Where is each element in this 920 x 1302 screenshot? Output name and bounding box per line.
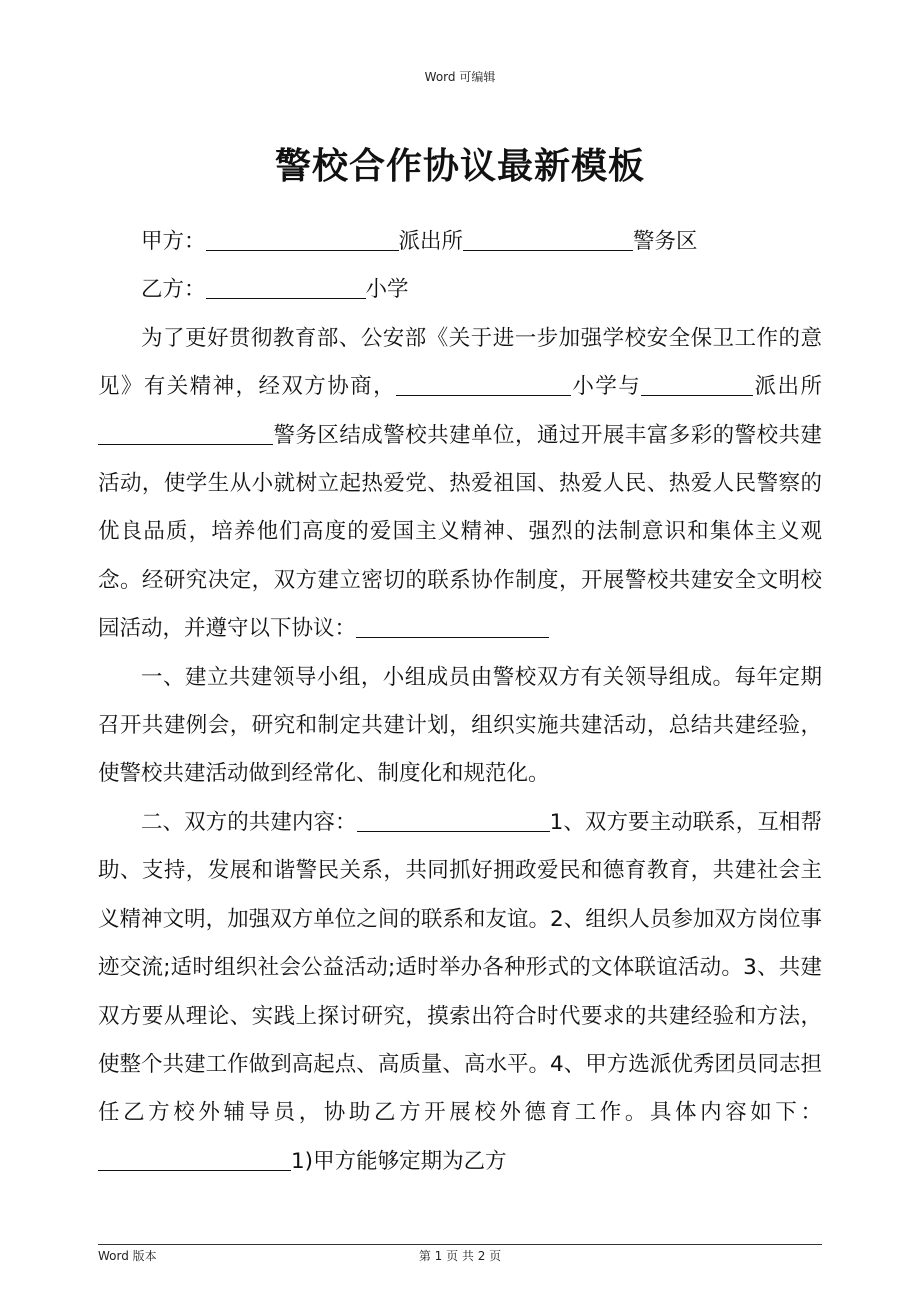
- party-a-line: [98, 218, 822, 266]
- party-a-unit1: 派出所: [398, 229, 464, 254]
- header-label: Word 可编辑: [424, 70, 496, 84]
- clause-2-text-3: 1)甲方能够定期为乙方: [291, 1148, 507, 1174]
- blank-field[interactable]: [641, 374, 753, 397]
- party-b-unit: 小学: [365, 277, 409, 303]
- page-title: 警校合作协议最新模板: [274, 145, 645, 187]
- blank-field[interactable]: [463, 229, 633, 252]
- blank-field[interactable]: [357, 809, 550, 832]
- clause-2-text-1: 二、双方的共建内容：: [141, 809, 357, 835]
- footer-divider: [98, 1244, 822, 1245]
- blank-field[interactable]: [356, 616, 549, 639]
- intro-text-1: 为了更好贯彻教育部、公安部《关于进一步加强学校安全保卫工作的意见》有关精神，经双方协商，: [98, 325, 822, 400]
- clause-1-paragraph: 一、建立共建领导小组，小组成员由警校双方有关领导组成。每年定期召开共建例会，研究和制定共建计划，组织实施共建活动，总结共建经验，使警校共建活动做到经常化、制度化和规范化。: [98, 664, 822, 787]
- intro-text-3: 派出所: [753, 374, 822, 400]
- party-b-label: 乙方：: [141, 277, 206, 303]
- party-b-line: [98, 266, 822, 314]
- blank-field[interactable]: [98, 1148, 291, 1171]
- blank-field[interactable]: [396, 374, 571, 397]
- intro-text-4: 警务区结成警校共建单位，通过开展丰富多彩的警校共建活动，使学生从小就树立起热爱党、热爱祖国、热爱人民、热爱人民警察的优良品质，培养他们高度的爱国主义精神、强烈的法制意识和集体主义观念。经研究决定，双方建立密切的联系协作制度，开展警校共建安全文明校园活动，并遵守以下协议：: [98, 422, 822, 642]
- footer-page-info: 第 1 页 共 2 页: [418, 1249, 502, 1263]
- intro-paragraph: [98, 315, 822, 654]
- document-body: [98, 218, 822, 1186]
- clause-2-paragraph: [98, 799, 822, 1186]
- blank-field[interactable]: [206, 229, 399, 252]
- party-a-unit2: 警务区: [633, 229, 698, 254]
- clause-2-text-2: 1、双方要主动联系，互相帮助、支持，发展和谐警民关系，共同抓好拥政爱民和德育教育，共建社会主义精神文明，加强双方单位之间的联系和友谊。2、组织人员参加双方岗位事迹交流;适时组织社会公益活动;适时举办各种形式的文体联谊活动。3、共建双方要从理论、实践上探讨研究，摸索出符合时代要求的共建经验和方法，使整个共建工作做到高起点、高质量、高水平。4、甲方选派优秀团员同志担任乙方校外辅导员，协助乙方开展校外德育工作。具体内容如下：: [98, 809, 822, 1126]
- blank-field[interactable]: [206, 277, 366, 300]
- intro-text-2: 小学与: [571, 374, 642, 400]
- party-a-label: 甲方：: [141, 229, 206, 254]
- footer-version-label: Word 版本: [98, 1249, 157, 1263]
- blank-field[interactable]: [98, 422, 273, 445]
